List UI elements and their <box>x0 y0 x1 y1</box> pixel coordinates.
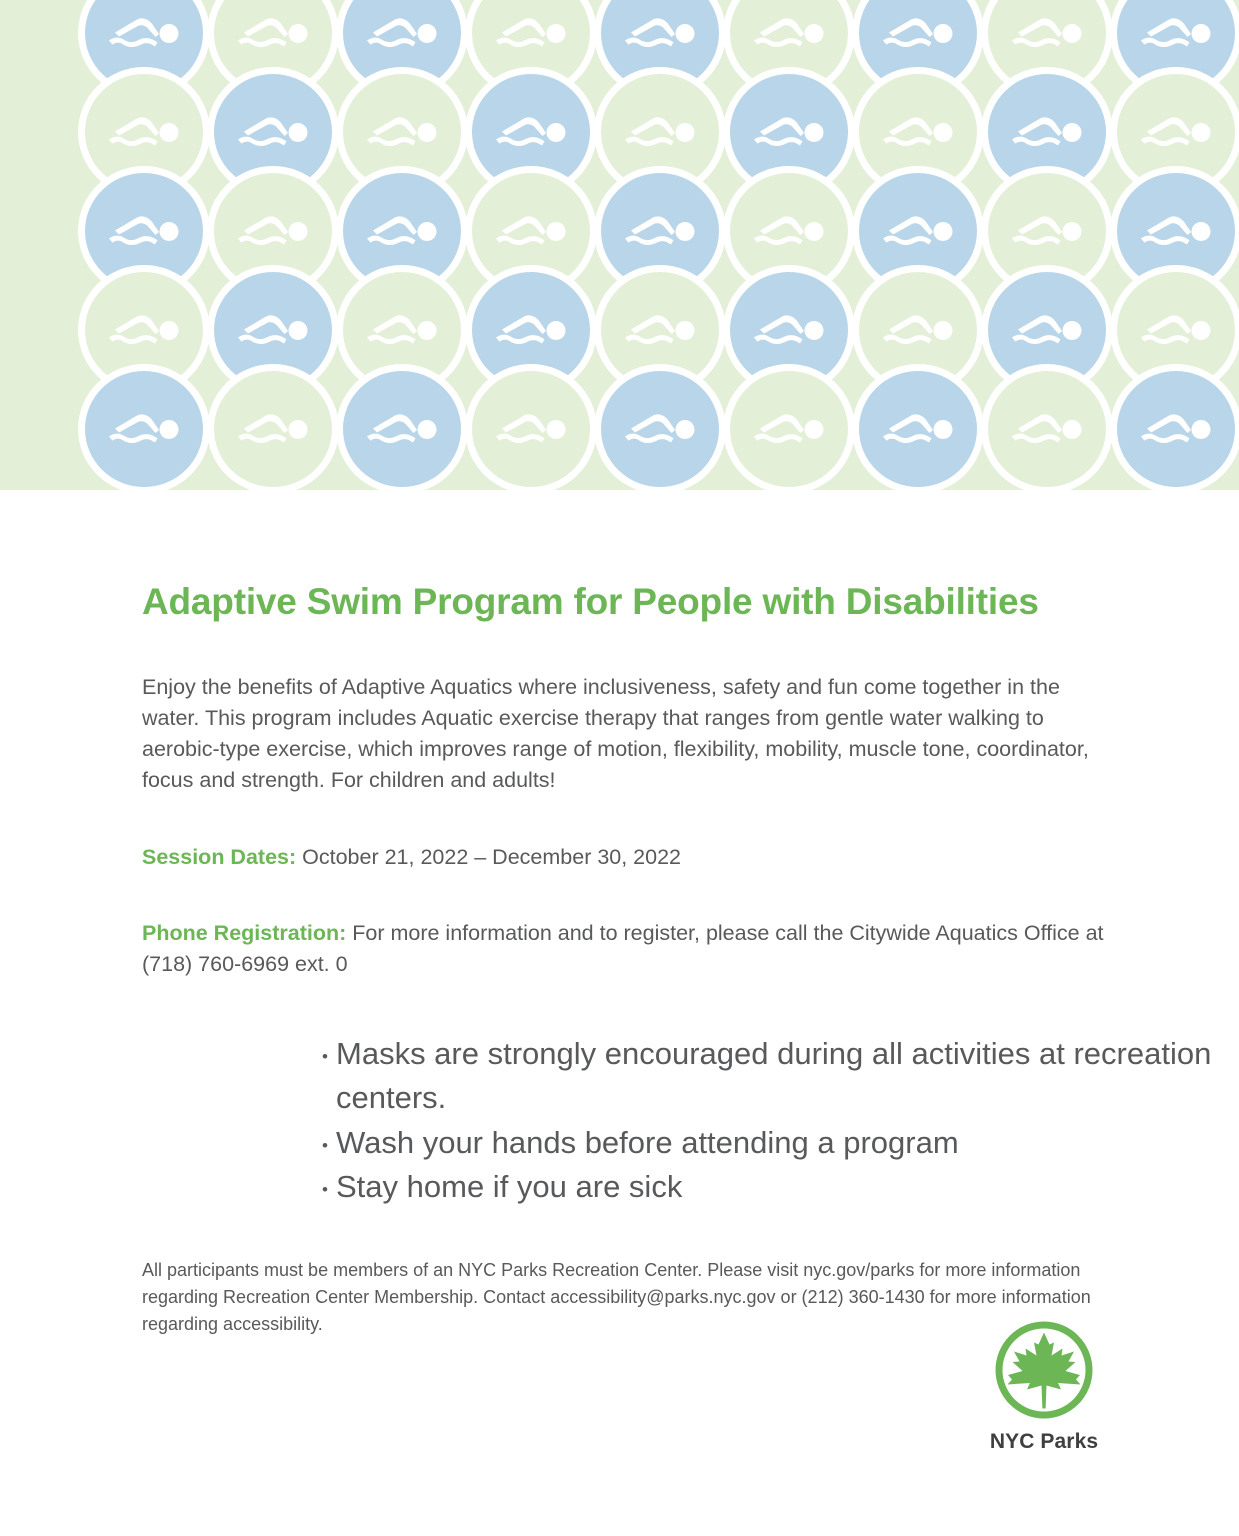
swimmer-circle <box>465 364 597 490</box>
swimmer-icon <box>494 115 568 149</box>
swimmer-circle <box>78 364 210 490</box>
guidelines-list <box>142 980 1212 1209</box>
swimmer-icon <box>1139 115 1213 149</box>
swimmer-icon <box>365 313 439 347</box>
swimmer-icon <box>881 313 955 347</box>
swimmer-icon <box>236 412 310 446</box>
swimmer-icon <box>365 214 439 248</box>
swimmer-icon <box>752 214 826 248</box>
phone-registration-value: For more information and to register, please call the Citywide Aquatics Office at (718) 760-6969 ext. 0 <box>142 920 1104 976</box>
swimmer-icon <box>107 115 181 149</box>
swimmer-icon <box>1010 412 1084 446</box>
session-dates-value: October 21, 2022 – December 30, 2022 <box>296 845 682 870</box>
nyc-parks-logo <box>984 1318 1104 1454</box>
swimmer-circle <box>852 364 984 490</box>
swimmer-icon <box>236 16 310 50</box>
swimmer-icon <box>1010 16 1084 50</box>
swimmer-icon <box>881 412 955 446</box>
swimmer-icon <box>623 214 697 248</box>
swimmer-icon <box>881 115 955 149</box>
swimmer-pattern-cell <box>465 364 597 490</box>
swimmer-circle <box>594 364 726 490</box>
swimmer-icon <box>1139 16 1213 50</box>
swimmer-icon <box>1010 214 1084 248</box>
phone-registration-label: Phone Registration: <box>142 920 347 945</box>
swimmer-pattern-cell <box>78 364 210 490</box>
swimmer-pattern-cell <box>207 364 339 490</box>
header-banner <box>0 0 1239 490</box>
swimmer-icon <box>494 313 568 347</box>
swimmer-icon <box>752 412 826 446</box>
swimmer-icon <box>107 16 181 50</box>
list-item: • Wash your hands before attending a program <box>282 1121 1216 1165</box>
flyer-content <box>0 490 1239 1338</box>
swimmer-icon <box>1139 412 1213 446</box>
swimmer-icon <box>623 313 697 347</box>
swimmer-icon <box>752 115 826 149</box>
swimmer-icon <box>236 115 310 149</box>
swimmer-pattern-cell <box>1110 364 1239 490</box>
swimmer-icon <box>1010 115 1084 149</box>
swimmer-icon <box>881 16 955 50</box>
swimmer-pattern-cell <box>723 364 855 490</box>
swimmer-icon <box>1139 313 1213 347</box>
session-dates-label: Session Dates: <box>142 845 297 870</box>
list-item: • Stay home if you are sick <box>282 1165 1216 1209</box>
swimmer-icon <box>752 16 826 50</box>
swimmer-icon <box>494 16 568 50</box>
session-dates-line <box>142 796 1108 873</box>
swimmer-icon <box>881 214 955 248</box>
swimmer-pattern-cell <box>852 364 984 490</box>
swimmer-icon <box>1139 214 1213 248</box>
swimmer-pattern-cell <box>594 364 726 490</box>
swimmer-circle <box>981 364 1113 490</box>
swimmer-circle <box>207 364 339 490</box>
swimmer-pattern <box>78 0 1239 490</box>
swimmer-circle <box>1110 364 1239 490</box>
swimmer-icon <box>236 313 310 347</box>
swimmer-icon <box>365 115 439 149</box>
swimmer-icon <box>623 115 697 149</box>
swimmer-icon <box>236 214 310 248</box>
swimmer-icon <box>365 16 439 50</box>
swimmer-icon <box>494 412 568 446</box>
swimmer-icon <box>623 16 697 50</box>
swimmer-icon <box>623 412 697 446</box>
swimmer-icon <box>1010 313 1084 347</box>
swimmer-icon <box>752 313 826 347</box>
swimmer-icon <box>107 313 181 347</box>
swimmer-circle <box>336 364 468 490</box>
page-title: Adaptive Swim Program for People with Disabilities <box>142 581 1039 622</box>
swimmer-icon <box>107 412 181 446</box>
list-item: • Masks are strongly encouraged during all activities at recreation centers. <box>282 1032 1216 1121</box>
swimmer-icon <box>494 214 568 248</box>
intro-paragraph: Enjoy the benefits of Adaptive Aquatics where inclusiveness, safety and fun come together in the water. This program includes Aquatic exercise therapy that ranges from gentle water walking to aerobic-type exercise, which improves range of motion, flexibility, mobility, muscle tone, coordinator, focus and strength. For children and adults! <box>142 674 1089 793</box>
swimmer-icon <box>365 412 439 446</box>
logo-label: NYC Parks <box>989 1430 1099 1453</box>
swimmer-icon <box>107 214 181 248</box>
phone-registration-line <box>142 874 1108 980</box>
maple-leaf-icon <box>992 1318 1096 1422</box>
swimmer-pattern-cell <box>981 364 1113 490</box>
swimmer-circle <box>723 364 855 490</box>
fineprint-paragraph: All participants must be members of an NYC Parks Recreation Center. Please visit nyc.gov/parks for more information regarding Recreation Center Membership. Contact accessibility@parks.nyc.gov or (212) 360-1430 for more information regarding accessibility. <box>142 1260 1091 1335</box>
swimmer-pattern-cell <box>336 364 468 490</box>
